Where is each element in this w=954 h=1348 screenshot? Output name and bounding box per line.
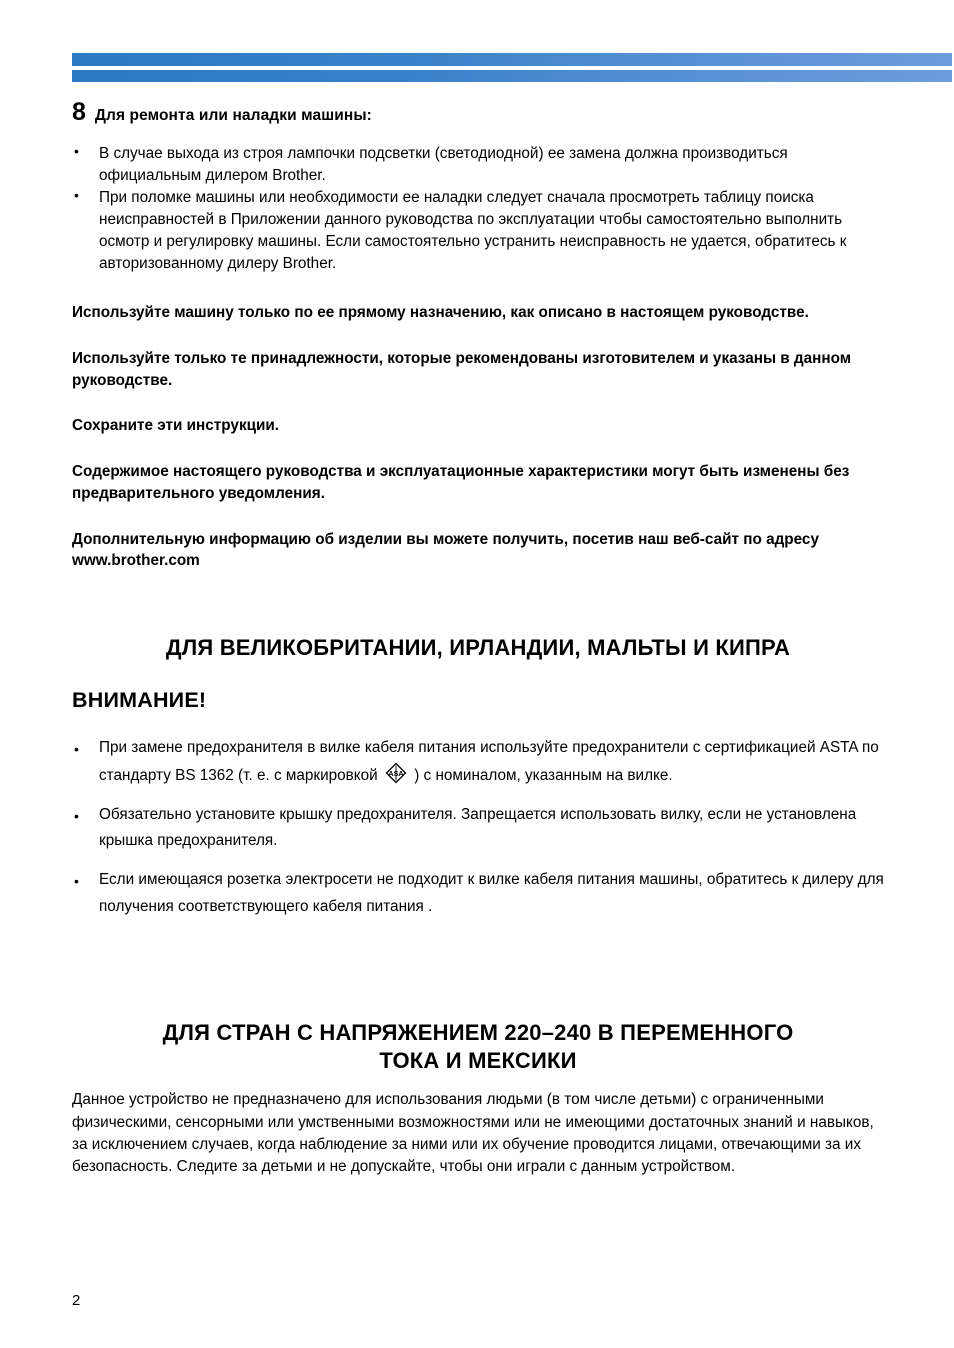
list-item: • Если имеющаяся розетка электросети не подходит к вилке кабеля питания машины, обратитесь к дилеру для получения соответствующего кабеля питания . — [72, 867, 884, 920]
header-bar-bottom — [72, 70, 952, 82]
voltage-section-heading-line-2: ТОКА И МЕКСИКИ — [379, 1048, 577, 1074]
uk-warning-subheading: ВНИМАНИЕ! — [72, 688, 207, 713]
service-section-number: 8 — [72, 98, 86, 126]
uk-section-heading: ДЛЯ ВЕЛИКОБРИТАНИИ, ИРЛАНДИИ, МАЛЬТЫ И КИПРА — [165, 635, 791, 661]
service-section-heading — [72, 100, 884, 125]
header-decorative-bars — [72, 53, 952, 82]
list-item — [72, 735, 884, 789]
list-item: • В случае выхода из строя лампочки подсветки (светодиодной) ее замена должна производиться официальным дилером Brother. — [72, 143, 884, 186]
notice-paragraph: Содержимое настоящего руководства и эксплуатационные характеристики могут быть изменены без предварительного уведомления. — [72, 463, 850, 502]
header-bar-top — [72, 53, 952, 66]
list-item: • При поломке машины или необходимости ее наладки следует сначала просмотреть таблицу поиска неисправностей в Приложении данного руководства по эксплуатации чтобы самостоятельно выполнить осмотр и регулировку машины. Если самостоятельно устранить неисправность не удается, обратитесь к авторизованному дилеру Brother. — [72, 187, 884, 274]
notice-paragraph: Используйте машину только по ее прямому назначению, как описано в настоящем руководстве. — [72, 304, 809, 322]
page-number: 2 — [72, 1292, 81, 1309]
uk-bullet-text-before-mark: При замене предохранителя в вилке кабеля питания используйте предохранители с сертификацией ASTA по стандарту BS 1362 (т. е. с маркировкой — [99, 739, 879, 784]
uk-bullet-text-after-mark: ) с номиналом, указанным на вилке. — [414, 766, 673, 784]
notice-paragraph: Сохраните эти инструкции. — [72, 417, 280, 435]
asta-bs-mark-icon — [385, 762, 407, 784]
svg-text:ASA: ASA — [388, 768, 404, 778]
voltage-section-heading-line-1: ДЛЯ СТРАН С НАПРЯЖЕНИЕМ 220–240 В ПЕРЕМЕННОГО — [162, 1020, 794, 1045]
page-content — [72, 100, 884, 1179]
notice-paragraph: Используйте только те принадлежности, которые рекомендованы изготовителем и указаны в данном руководстве. — [72, 350, 852, 389]
voltage-section-paragraph: Данное устройство не предназначено для использования людьми (в том числе детьми) с ограниченными физическими, сенсорными или умственными возможностями или не имеющими достаточных знаний и навыков, за исключением случаев, когда наблюдение за ними или их обучение проводится лицами, отвечающими за их безопасность. Следите за детьми и не допускайте, чтобы они играли с данным устройством. — [72, 1091, 874, 1176]
notice-paragraph: Дополнительную информацию об изделии вы можете получить, посетив наш веб-сайт по адресу www.brother.com — [72, 530, 819, 570]
list-item: • Обязательно установите крышку предохранителя. Запрещается использовать вилку, если не установлена крышка предохранителя. — [72, 802, 884, 855]
uk-bullet-list — [72, 735, 884, 920]
service-bullet-list — [72, 143, 884, 274]
service-section-title: Для ремонта или наладки машины: — [94, 107, 372, 124]
section-spacer — [72, 933, 884, 1019]
